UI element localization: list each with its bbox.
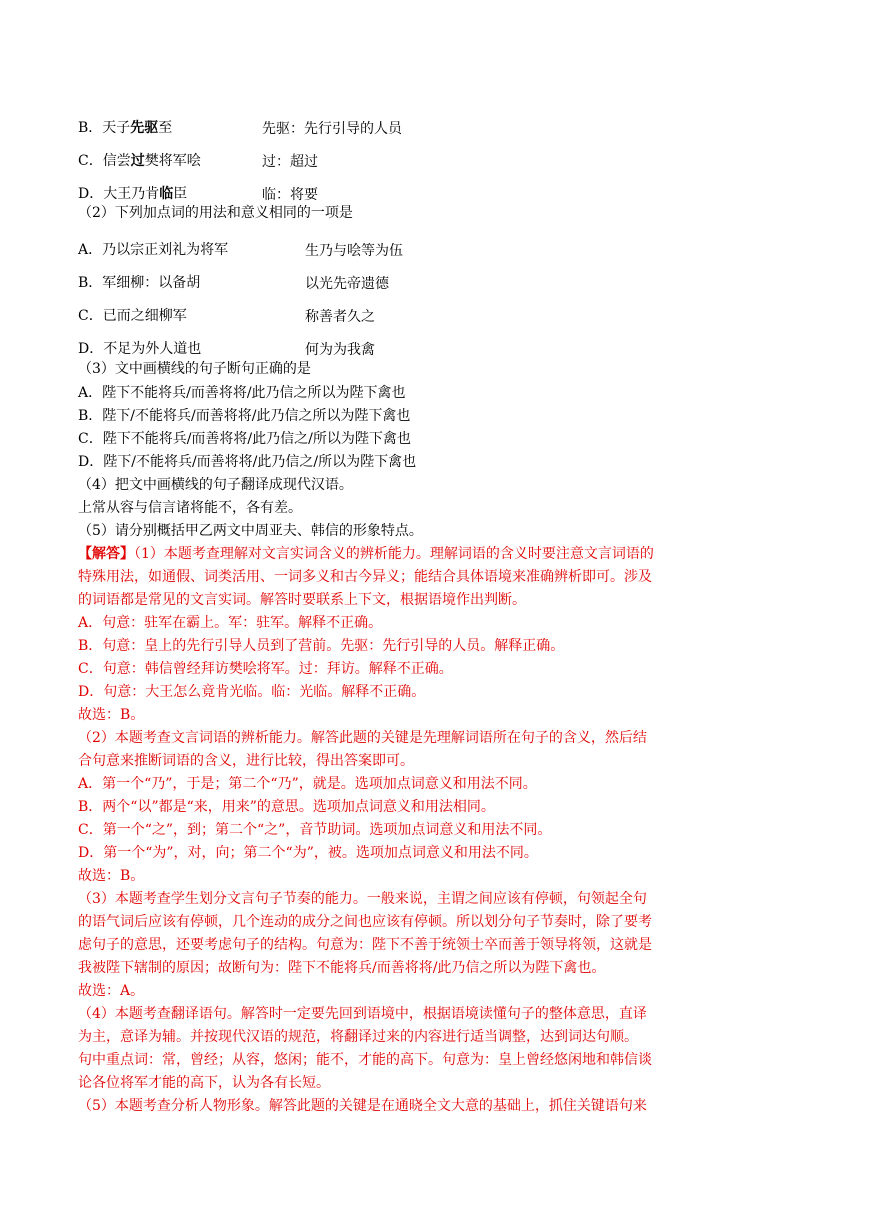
answer-a4-line-3: 论各位将军才能的高下，认为各有长短。	[78, 1075, 330, 1091]
q3-title: （3）文中画横线的句子断句正确的是	[78, 361, 311, 377]
q2-option-c-right: 称善者久之	[305, 309, 375, 325]
q1-gloss-d: 临：将要	[262, 187, 318, 203]
option-label: B．天子	[78, 120, 131, 136]
answer-a1-line-6: D．句意：大王怎么竟肯光临。临：光临。解释不正确。	[78, 684, 426, 700]
answer-a3-line-3: 我被陛下辖制的原因；故断句为：陛下不能将兵/而善将将/此乃信之所以为陛下禽也。	[78, 960, 606, 976]
answer-a1-line-5: C．句意：韩信曾经拜访樊哙将军。过：拜访。解释不正确。	[78, 661, 453, 677]
q1-option-c	[78, 151, 201, 171]
q2-title: （2）下列加点词的用法和意义相同的一项是	[78, 205, 353, 221]
q2-option-b-left: B．军细柳：以备胡	[78, 275, 201, 291]
option-rest: 至	[158, 120, 173, 136]
q3-option-c: C．陛下不能将兵/而善将将/此乃信之/所以为陛下禽也	[78, 431, 411, 447]
answer-a4-line-0: （4）本题考查翻译语句。解答时一定要先回到语境中，根据语境读懂句子的整体意思，直译	[78, 1006, 647, 1022]
q2-option-b-right: 以光先帝遗德	[305, 276, 389, 292]
answer-a4-line-2: 句中重点词：常，曾经；从容，悠闲；能不，才能的高下。句意为：皇上曾经悠闲地和韩信谈	[78, 1052, 652, 1068]
answer-a2-line-5: D．第一个“为”，对，向；第二个“为”，被。选项加点词意义和用法不同。	[78, 845, 538, 861]
q2-option-d-right: 何为为我禽	[305, 342, 375, 358]
q2-option-a-right: 生乃与哙等为伍	[305, 243, 403, 259]
dotted-word: 先驱	[130, 120, 159, 136]
dotted-word: 临	[159, 186, 174, 202]
q2-option-a-left: A．乃以宗正刘礼为将军	[78, 242, 229, 258]
q4-title: （4）把文中画横线的句子翻译成现代汉语。	[78, 477, 353, 493]
answer-a5-line-0: （5）本题考查分析人物形象。解答此题的关键是在通晓全文大意的基础上，抓住关键语句来	[78, 1098, 647, 1114]
q1-option-d	[78, 184, 187, 204]
answer-a1-line-3: A．句意：驻军在霸上。军：驻军。解释不正确。	[78, 615, 383, 631]
answer-tag: 【解答】	[78, 546, 134, 562]
answer-a1-line-1: 特殊用法，如通假、词类活用、一词多义和古今异义；能结合具体语境来准确辨析即可。涉及	[78, 569, 652, 585]
option-label: D．大王乃肯	[78, 186, 160, 202]
q1-gloss-c: 过：超过	[262, 154, 318, 170]
answer-a2-line-3: B．两个“以”都是“来，用来”的意思。选项加点词意义和用法相同。	[78, 799, 495, 815]
answer-a3-line-2: 虑句子的意思，还要考虑句子的结构。句意为：陛下不善于统领士卒而善于领导将领，这就是	[78, 937, 652, 953]
answer-a2-line-1: 合句意来推断词语的含义，进行比较，得出答案即可。	[78, 753, 414, 769]
q4-sentence: 上常从容与信言诸将能不，各有差。	[78, 500, 302, 516]
answer-a2-line-0: （2）本题考查文言词语的辨析能力。解答此题的关键是先理解词语所在句子的含义，然后结	[78, 730, 647, 746]
dotted-word: 过	[130, 153, 145, 169]
answer-a2-line-6: 故选：B。	[78, 868, 145, 884]
q2-option-d-left: D．不足为外人道也	[78, 341, 202, 357]
q2-option-c-left: C．已而之细柳军	[78, 308, 187, 324]
option-rest: 樊将军哙	[144, 153, 201, 169]
answer-a1-line-0	[78, 544, 654, 564]
option-label: C．信尝	[78, 153, 131, 169]
option-rest: 臣	[173, 186, 188, 202]
q1-option-b	[78, 118, 172, 138]
answer-text: （1）本题考查理解对文言实词含义的辨析能力。理解词语的含义时要注意文言词语的	[134, 546, 654, 562]
answer-a4-line-1: 为主，意译为辅。并按现代汉语的规范，将翻译过来的内容进行适当调整，达到词达句顺。	[78, 1029, 638, 1045]
answer-a1-line-4: B．句意：皇上的先行引导人员到了营前。先驱：先行引导的人员。解释正确。	[78, 638, 565, 654]
q3-option-a: A．陛下不能将兵/而善将将/此乃信之所以为陛下禽也	[78, 385, 406, 401]
q5-title: （5）请分别概括甲乙两文中周亚夫、韩信的形象特点。	[78, 523, 423, 539]
answer-a1-line-2: 的词语都是常见的文言实词。解答时要联系上下文，根据语境作出判断。	[78, 592, 526, 608]
answer-a2-line-2: A．第一个“乃”，于是；第二个“乃”，就是。选项加点词意义和用法不同。	[78, 776, 537, 792]
answer-a3-line-0: （3）本题考查学生划分文言句子节奏的能力。一般来说，主谓之间应该有停顿，句领起全句	[78, 891, 647, 907]
q1-gloss-b: 先驱：先行引导的人员	[262, 121, 402, 137]
q3-option-b: B．陛下/不能将兵/而善将将/此乃信之所以为陛下禽也	[78, 408, 411, 424]
answer-a3-line-1: 的语气词后应该有停顿，几个连动的成分之间也应该有停顿。所以划分句子节奏时，除了要考	[78, 914, 652, 930]
answer-a3-line-4: 故选：A。	[78, 983, 145, 999]
answer-a1-line-7: 故选：B。	[78, 707, 145, 723]
answer-a2-line-4: C．第一个“之”，到；第二个“之”，音节助词。选项加点词意义和用法不同。	[78, 822, 552, 838]
q3-option-d: D．陛下/不能将兵/而善将将/此乃信之/所以为陛下禽也	[78, 454, 417, 470]
